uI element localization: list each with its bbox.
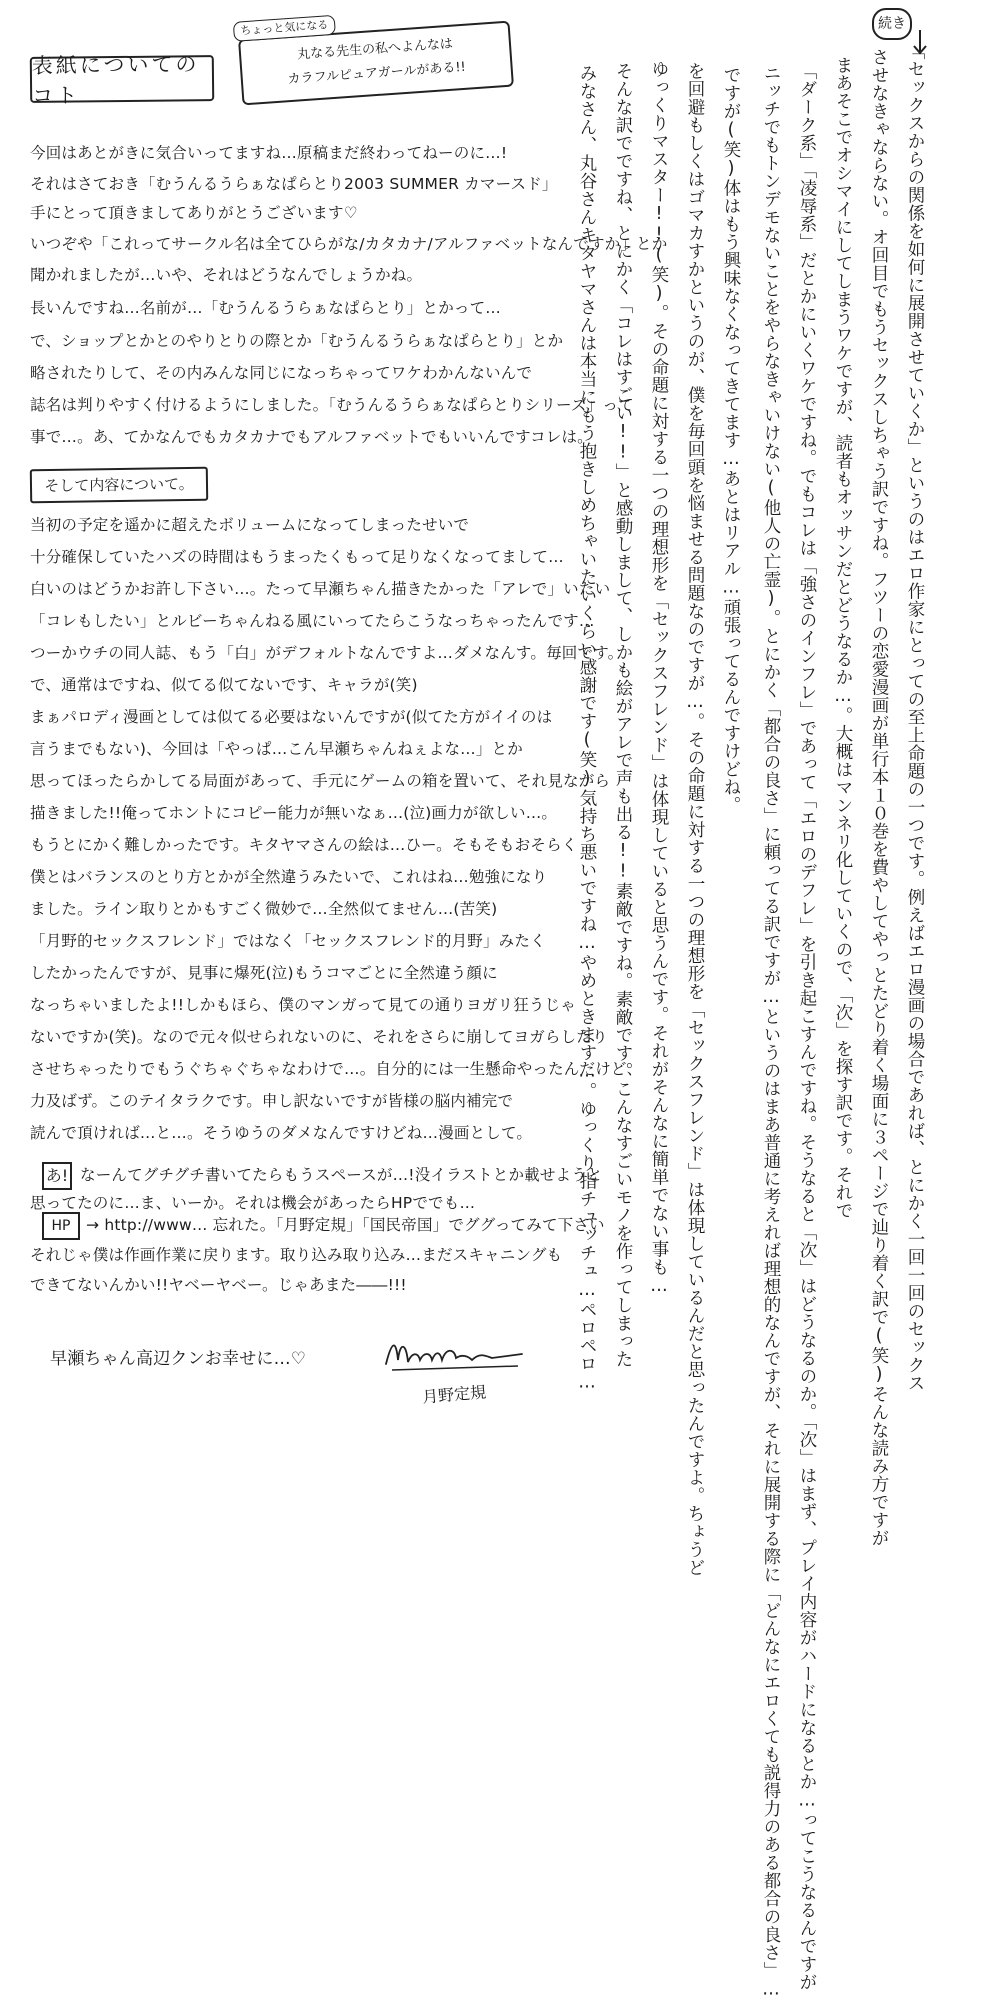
text-line: したかったんですが、見事に爆死(泣)もうコマごとに全然違う顔に [30, 964, 498, 982]
vertical-text-column: まあそこでオシマイにしてしまうワケですが、読者もオッサンだとどうなるか…。大概はマンネリ化していくので、「次」を探す訳です。それで [833, 56, 853, 1220]
text-line: 誌名は判りやすく付けるようにしました。「むうんるうらぁなぱらとりシリーズ」って [30, 396, 634, 414]
text-line: させちゃったりでもうぐちゃぐちゃなわけで…。自分的には一生懸命やったんだけど、 [30, 1060, 643, 1078]
text-line: 手にとって頂きましてありがとうございます♡ [30, 204, 358, 222]
vertical-text-column: 「セックスからの関係を如何に展開させていくか」というのはエロ作家にとっての至上命題の一つです。例えばエロ漫画の場合であれば、とにかく一回一回のセックス [905, 42, 925, 1392]
text-line: 思ってほったらかしてる局面があって、手元にゲームの箱を置いて、それ見ながら [30, 772, 611, 790]
continued-label: 続き [872, 8, 912, 40]
vertical-text-column: を回避もしくはゴマカすかというのが、僕を毎回頭を悩ませる問題なのですが…。その命題に対する一つの理想形を「セックスフレンド」は体現しているんだと思ったんですよ。ちょうど [685, 62, 705, 1577]
text-line: ないですか(笑)。なので元々似せられないのに、それをさらに崩してヨガらしたり [30, 1028, 608, 1046]
vertical-text-column: 「ダーク系」「凌辱系」だとかにいくワケですね。でもコレは「強さのインフレ」であって「エロのデフレ」を引き起こすんですね。そうなると「次」はどうなるのか。「次」はまず、プレイ内容がハードになるとか…ってこうなるんですが [797, 62, 817, 1991]
text-line: もうとにかく難しかったです。キタヤマさんの絵は…ひー。そもそもおそらく [30, 836, 578, 854]
note-tag-hp: HP [42, 1212, 80, 1240]
section-title-box [30, 52, 214, 108]
subsection-title: そして内容について。 [44, 474, 194, 496]
callout-line: 丸なる先生の私へよんなは [296, 36, 454, 63]
text-line: 長いんですね…名前が…「むうんるうらぁなぱらとり」とかって… [30, 299, 502, 317]
vertical-text-column: みなさん、丸谷さんキタヤマさんは本当にもう抱きしめちゃいたいくらい感謝です(笑)気持ち悪いですね…やめときます…。ゆっくり指チュッチュ…ペロペロ… [577, 64, 597, 1393]
callout-tag: ちょっと気になる [233, 15, 336, 42]
text-line: 描きました!!俺ってホントにコピー能力が無いなぁ…(泣)画力が欲しい…。 [30, 804, 558, 822]
section-title: 表紙についてのコト [31, 52, 200, 108]
text-line: 当初の予定を遥かに超えたボリュームになってしまったせいで [30, 516, 470, 534]
text-line: それはさておき「むうんるうらぁなぱらとり2003 SUMMER カマースド」 [30, 175, 558, 193]
text-line: まぁパロディ漫画としては似てる必要はないんですが(似てた方がイイのは [30, 708, 553, 726]
text-line: 略されたりして、その内みんな同じになっちゃってワケわかんないんで [30, 364, 533, 382]
text-line: 今回はあとがきに気合いってますね…原稿まだ終わってねーのに…! [30, 144, 508, 162]
callout-box [238, 18, 514, 106]
text-line: → http://www… 忘れた。「月野定規」「国民帝国」でググってみて下さい [86, 1216, 605, 1234]
text-line: 十分確保していたハズの時間はもうまったくもって足りなくなってまして… [30, 548, 564, 566]
text-line: で、通常はですね、似てる似てないです、キャラが(笑) [30, 676, 418, 694]
text-line: それじゃ僕は作画作業に戻ります。取り込み取り込み…まだスキャニングも [30, 1246, 563, 1264]
text-line: で、ショップとかとのやりとりの際とか「むうんるうらぁなぱらとり」とか [30, 332, 564, 350]
signature-name: 月野定規 [421, 1382, 487, 1407]
text-line: 「月野的セックスフレンド」ではなく「セックスフレンド的月野」みたく [30, 932, 546, 950]
vertical-text-column: ゆっくりマスター!!(笑)。その命題に対する一つの理想形を「セックスフレンド」は体現していると思うんです。それがそんなに簡単でない事も… [649, 60, 669, 1297]
subsection-title-box [30, 467, 208, 503]
note-tag-a: あ! [42, 1162, 72, 1190]
text-line: 白いのはどうかお許し下さい…。たって早瀬ちゃん描きたかった「アレで」いたい [30, 580, 611, 598]
text-line: 読んで頂ければ…と…。そうゆうのダメなんですけどね…漫画として。 [30, 1124, 533, 1142]
closing-line: 早瀬ちゃん高辺クンお幸せに…♡ [50, 1349, 307, 1369]
text-line: 事で…。あ、てかなんでもカタカナでもアルファベットでもいいんですコレは。 [30, 428, 593, 446]
text-line: 言うまでもない)、今回は「やっぱ…こん早瀬ちゃんねぇよな…」とか [30, 740, 523, 758]
text-line: 「コレもしたい」とルビーちゃんねる風にいってたらこうなっちゃったんです… [30, 612, 595, 630]
vertical-text-column: させなきゃならない。オ回目でもうセックスしちゃう訳ですね。フツーの恋愛漫画が単行本１０巻を費やしてやっとたどり着く場面に３ページで辿り着く訳で(笑)そんな読み方ですが [869, 48, 889, 1547]
vertical-text-column: ですが(笑)体はもう興味なくなってきてます…あとはリアル…頑張ってるんですけどね。 [721, 66, 741, 814]
text-line: つーかウチの同人誌、もう「白」がデフォルトなんですよ…ダメなんす。毎回です。 [30, 644, 624, 662]
text-line: いつぞや「これってサークル名は全てひらがな/カタカナ/アルファベットなんですか」とか [30, 235, 668, 253]
text-line: 思ってたのに…ま、いーか。それは機会があったらHPででも… [30, 1194, 476, 1212]
vertical-text-column: そんな訳でですね、とにかく「コレはすごい!!」と感動しまして、しかも絵がアレで声も出る!!素敵ですね。素敵です。こんなすごいモノを作ってしまった [613, 62, 633, 1368]
text-line: なっちゃいましたよ!!しかもほら、僕のマンガって見ての通りヨガリ狂うじゃ [30, 996, 577, 1014]
text-line: ました。ライン取りとかもすごく微妙で…全然似てません…(苦笑) [30, 900, 498, 918]
text-line: 僕とはバランスのとり方とかが全然違うみたいで、これはね…勉強になり [30, 868, 548, 886]
text-line: なーんてグチグチ書いてたらもうスペースが…!没イラストとか載せようと [80, 1166, 603, 1184]
text-line: 聞かれましたが…いや、それはどうなんでしょうかね。 [30, 266, 423, 284]
signature [382, 1330, 532, 1407]
text-line: 力及ばず。このテイタラクです。申し訳ないですが皆様の脳内補完で [30, 1092, 514, 1110]
text-line: できてないんかい!!ヤベーヤベー。じゃあまた――!!! [30, 1276, 407, 1294]
callout-line: カラフルピュアガールがある!! [287, 59, 467, 88]
vertical-text-column: ニッチでもトンデモないことをやらなきゃいけない(他人の亡霊)。とにかく「都合の良さ」に頼ってる訳ですが…というのはまあ普通に考えれば理想的なんですが、それに展開する際に「どんなにエロくても説得力のある都合の良さ」… [761, 64, 781, 2000]
